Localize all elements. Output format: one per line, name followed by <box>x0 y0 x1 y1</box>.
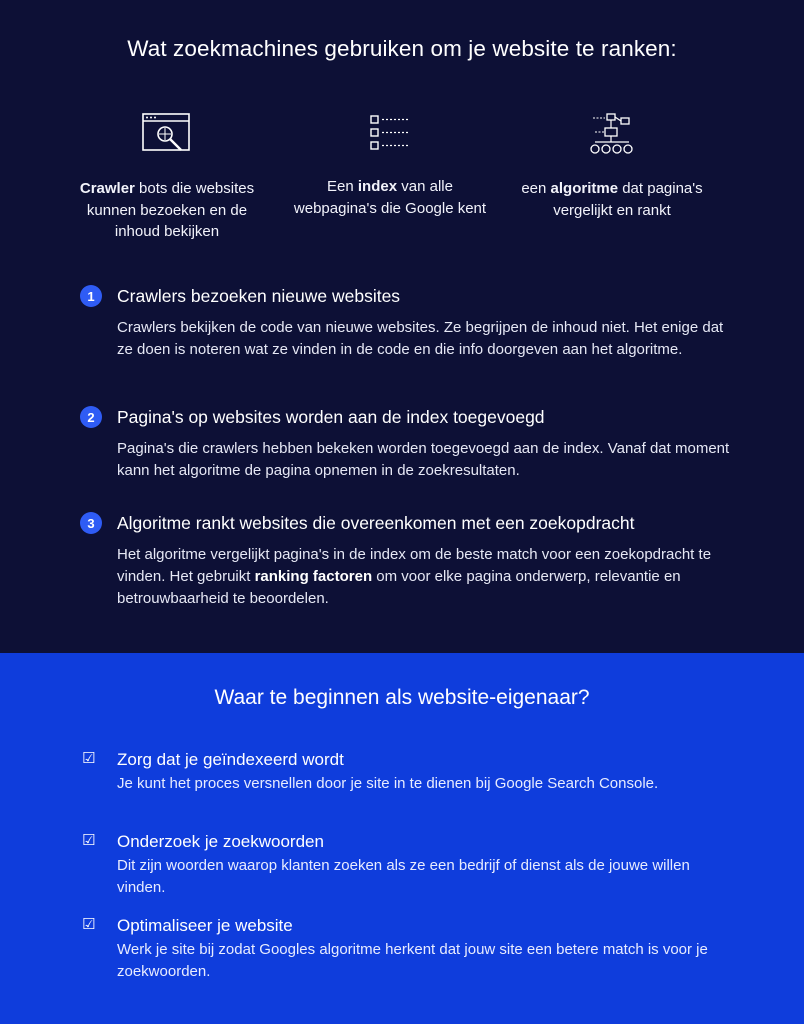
feature-algorithm <box>512 112 712 221</box>
browser-search-icon <box>141 112 193 156</box>
page-title: Wat zoekmachines gebruiken om je website te ranken: <box>127 36 677 61</box>
feature-crawler-caption: Crawler bots die websites kunnen bezoeken en de inhoud bekijken <box>79 180 255 240</box>
checkbox-checked-icon: ☑ <box>82 750 96 767</box>
step-number-badge: 3 <box>80 512 102 534</box>
step-number-badge: 1 <box>80 285 102 307</box>
todo-text: Je kunt het proces versnellen door je site in te dienen bij Google Search Console. <box>117 775 659 792</box>
todo-heading: Optimaliseer je website <box>117 916 293 935</box>
list-index-icon <box>368 112 412 154</box>
todo-heading: Zorg dat je geïndexeerd wordt <box>117 750 344 769</box>
section-subtitle: Waar te beginnen als website-eigenaar? <box>214 686 590 709</box>
step-heading: Algoritme rankt websites die overeenkomen met een zoekopdracht <box>117 513 635 533</box>
todo-text: Dit zijn woorden waarop klanten zoeken als ze een bedrijf of dienst als de jouwe willen vinden. <box>117 857 690 896</box>
feature-crawler <box>67 112 267 243</box>
step-text: Het algoritme vergelijkt pagina's in de index om de beste match voor een zoekopdracht te vinden. Het gebruikt ranking factoren om voor elke pagina onderwerp, relevantie en betrouwbaarheid te beoordelen. <box>117 546 712 607</box>
checkbox-checked-icon: ☑ <box>82 916 96 933</box>
algorithm-network-icon <box>589 112 635 156</box>
feature-index <box>290 112 490 219</box>
feature-index-caption: Een index van alle webpagina's die Google kent <box>293 178 487 217</box>
step-text: Pagina's die crawlers hebben bekeken worden toegevoegd aan de index. Vanaf dat moment kann het algoritme de pagina opnemen in de zoekresultaten. <box>117 440 730 479</box>
todo-text: Werk je site bij zodat Googles algoritme herkent dat jouw site een betere match is voor je zoekwoorden. <box>117 941 708 980</box>
todo-heading: Onderzoek je zoekwoorden <box>117 832 324 851</box>
step-heading: Pagina's op websites worden aan de index toegevoegd <box>117 407 545 427</box>
feature-algorithm-caption: een algoritme dat pagina's vergelijkt en rankt <box>521 180 703 219</box>
checkbox-checked-icon: ☑ <box>82 832 96 849</box>
step-text: Crawlers bekijken de code van nieuwe websites. Ze begrijpen de inhoud niet. Het enige dat ze doen is noteren wat ze vinden in de code en die info doorgeven aan het algoritme. <box>117 319 724 358</box>
step-heading: Crawlers bezoeken nieuwe websites <box>117 286 401 306</box>
step-number-badge: 2 <box>80 406 102 428</box>
